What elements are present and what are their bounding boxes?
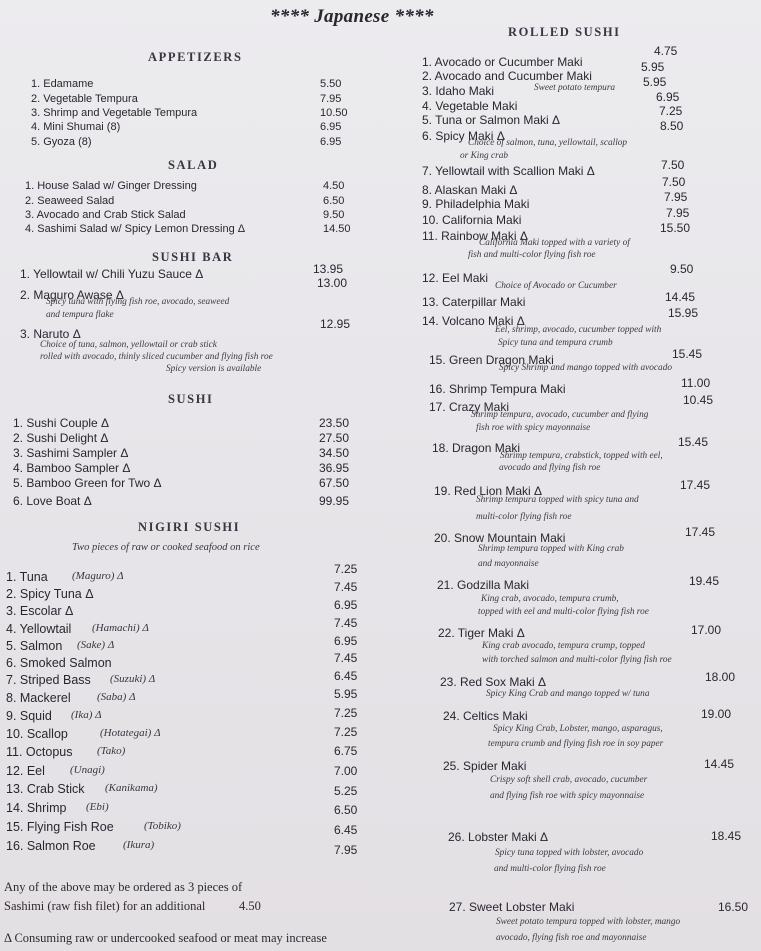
rolled-sushi-price: 5.95	[643, 75, 667, 89]
nigiri-japanese-name: (Saba) Δ	[97, 691, 136, 703]
sushi-row	[13, 494, 379, 510]
nigiri-row	[6, 570, 386, 586]
nigiri-price: 7.45	[334, 651, 358, 665]
footer-line-2-price: 4.50	[239, 899, 261, 913]
rolled-sushi-desc: Sweet potato tempura topped with lobster, mango	[496, 917, 681, 927]
sushi-bar-desc: Spicy tuna with flying fish roe, avocado, seaweed	[46, 297, 230, 307]
nigiri-heading: NIGIRI SUSHI	[138, 520, 241, 534]
nigiri-japanese-name: (Hotategai) Δ	[100, 727, 161, 739]
rolled-sushi-desc: with torched salmon and multi-color flying fish roe	[482, 655, 672, 665]
rolled-sushi-price: 19.00	[701, 707, 732, 721]
appetizer-price: 10.50	[320, 107, 348, 119]
nigiri-price: 5.95	[334, 687, 358, 701]
rolled-sushi-desc: or King crab	[460, 151, 509, 161]
rolled-sushi-desc: King crab, avocado, tempura crumb,	[481, 594, 619, 604]
rolled-sushi-price: 14.45	[665, 290, 696, 304]
rolled-sushi-inline-desc: Sweet potato tempura	[534, 83, 616, 93]
appetizer-name: 3. Shrimp and Vegetable Tempura	[31, 107, 198, 119]
sushi-bar-desc: rolled with avocado, thinly sliced cucumber and flying fish roe	[40, 352, 273, 362]
rolled-sushi-desc: Choice of Avocado or Cucumber	[495, 281, 617, 291]
salad-row	[25, 180, 383, 196]
rolled-sushi-desc: and multi-color flying fish roe	[494, 864, 606, 874]
appetizer-name: 2. Vegetable Tempura	[31, 93, 138, 105]
nigiri-japanese-name: (Hamachi) Δ	[92, 622, 149, 634]
rolled-sushi-name: 22. Tiger Maki Δ	[438, 626, 525, 640]
nigiri-japanese-name: (Kanikama)	[105, 782, 158, 794]
sushi-row	[13, 476, 379, 492]
nigiri-price: 7.95	[334, 843, 358, 857]
rolled-sushi-desc: avocado, flying fish roe and mayonnaise	[496, 933, 647, 943]
nigiri-subtitle: Two pieces of raw or cooked seafood on rice	[72, 542, 260, 553]
nigiri-row	[6, 691, 386, 707]
rolled-sushi-price: 18.45	[711, 829, 742, 843]
salad-price: 9.50	[323, 209, 345, 221]
rolled-sushi-name: 7. Yellowtail with Scallion Maki Δ	[422, 164, 595, 178]
nigiri-name: 5. Salmon	[6, 639, 63, 653]
rolled-sushi-price: 19.45	[689, 574, 720, 588]
rolled-sushi-price: 17.00	[691, 623, 722, 637]
sushi-name: 1. Sushi Couple Δ	[13, 416, 110, 430]
salad-price: 4.50	[323, 180, 345, 192]
rolled-sushi-desc: Spicy King Crab, Lobster, mango, asparagus,	[493, 724, 663, 734]
nigiri-name: 9. Squid	[6, 709, 52, 723]
nigiri-name: 12. Eel	[6, 764, 45, 778]
rolled-sushi-price: 15.45	[678, 435, 709, 449]
rolled-sushi-name: 18. Dragon Maki	[432, 441, 521, 455]
nigiri-name: 15. Flying Fish Roe	[6, 820, 114, 834]
rolled-sushi-price: 11.00	[681, 376, 711, 390]
rolled-sushi-desc: avocado and flying fish roe	[499, 463, 601, 473]
rolled-sushi-name: 3. Idaho Maki	[422, 84, 495, 98]
nigiri-name: 6. Smoked Salmon	[6, 656, 112, 670]
sushi-bar-price: 12.95	[320, 317, 351, 331]
salad-name: 1. House Salad w/ Ginger Dressing	[25, 180, 197, 192]
rolled-sushi-name: 4. Vegetable Maki	[422, 99, 518, 113]
nigiri-name: 8. Mackerel	[6, 691, 71, 705]
nigiri-row	[6, 587, 386, 603]
sushi-name: 3. Sashimi Sampler Δ	[13, 446, 129, 460]
sushi-row	[13, 416, 379, 432]
sushi-name: 5. Bamboo Green for Two Δ	[13, 476, 162, 490]
appetizer-row	[31, 136, 380, 152]
rolled-sushi-price: 15.95	[668, 306, 699, 320]
rolled-sushi-desc: multi-color flying fish roe	[476, 512, 572, 522]
sushi-bar-desc: and tempura flake	[46, 310, 114, 320]
appetizer-name: 1. Edamame	[31, 78, 94, 90]
appetizer-price: 6.95	[320, 121, 342, 133]
salad-row	[25, 223, 383, 239]
nigiri-row	[6, 764, 386, 780]
nigiri-name: 11. Octopus	[6, 745, 73, 759]
rolled-sushi-name: 14. Volcano Maki Δ	[422, 314, 525, 328]
nigiri-row	[6, 709, 386, 725]
nigiri-row	[6, 727, 386, 743]
rolled-sushi-desc: fish roe with spicy mayonnaise	[476, 423, 591, 433]
nigiri-japanese-name: (Sake) Δ	[77, 639, 115, 651]
nigiri-name: 4. Yellowtail	[6, 622, 72, 636]
nigiri-row	[6, 782, 386, 798]
nigiri-row	[6, 656, 386, 672]
nigiri-price: 7.25	[334, 562, 358, 576]
appetizer-row	[31, 121, 380, 137]
sushi-bar-name: 2. Maguro Awase Δ	[20, 288, 124, 302]
nigiri-row	[6, 801, 386, 817]
rolled-sushi-name: 5. Tuna or Salmon Maki Δ	[422, 113, 561, 127]
nigiri-japanese-name: (Ikura)	[123, 839, 155, 851]
salad-price: 14.50	[323, 223, 351, 235]
rolled-sushi-desc: Spicy King Crab and mango topped w/ tuna	[486, 689, 650, 699]
rolled-sushi-name: 25. Spider Maki	[443, 759, 527, 773]
rolled-sushi-price: 6.95	[656, 90, 680, 104]
rolled-sushi-name: 20. Snow Mountain Maki	[434, 531, 566, 545]
rolled-sushi-desc: fish and multi-color flying fish roe	[468, 250, 596, 260]
rolled-sushi-name: 8. Alaskan Maki Δ	[422, 183, 518, 197]
nigiri-name: 7. Striped Bass	[6, 673, 91, 687]
nigiri-price: 6.95	[334, 634, 358, 648]
sushi-bar-heading: SUSHI BAR	[152, 250, 234, 264]
rolled-sushi-desc: and flying fish roe with spicy mayonnaise	[490, 791, 645, 801]
sushi-name: 2. Sushi Delight Δ	[13, 431, 109, 445]
rolled-sushi-name: 17. Crazy Maki	[429, 400, 510, 414]
nigiri-name: 10. Scallop	[6, 727, 68, 741]
rolled-sushi-price: 5.95	[641, 60, 665, 74]
rolled-sushi-price: 15.45	[672, 347, 703, 361]
sushi-name: 4. Bamboo Sampler Δ	[13, 461, 131, 475]
rolled-sushi-name: 10. California Maki	[422, 213, 522, 227]
rolled-sushi-price: 9.50	[670, 262, 694, 276]
sushi-bar-desc: Spicy version is available	[166, 364, 262, 374]
rolled-sushi-heading: ROLLED SUSHI	[508, 25, 621, 39]
rolled-sushi-name: 27. Sweet Lobster Maki	[449, 900, 575, 914]
rolled-sushi-name: 2. Avocado and Cucumber Maki	[422, 69, 592, 83]
nigiri-price: 6.45	[334, 669, 358, 683]
nigiri-japanese-name: (Tako)	[97, 745, 126, 757]
nigiri-japanese-name: (Ebi)	[86, 801, 109, 813]
sushi-bar-name: 1. Yellowtail w/ Chili Yuzu Sauce Δ	[20, 267, 204, 281]
nigiri-row	[6, 622, 386, 638]
rolled-sushi-name: 9. Philadelphia Maki	[422, 197, 530, 211]
nigiri-row	[6, 604, 386, 620]
salad-name: 4. Sashimi Salad w/ Spicy Lemon Dressing Δ	[25, 223, 246, 235]
sushi-price: 99.95	[319, 494, 350, 508]
sushi-price: 23.50	[319, 416, 350, 430]
nigiri-name: 13. Crab Stick	[6, 782, 85, 796]
salad-heading: SALAD	[168, 158, 219, 172]
rolled-sushi-price: 7.25	[659, 104, 683, 118]
rolled-sushi-name: 15. Green Dragon Maki	[429, 353, 554, 367]
appetizers-heading: APPETIZERS	[148, 50, 243, 64]
rolled-sushi-desc: King crab avocado, tempura crump, topped	[482, 641, 645, 651]
appetizer-price: 6.95	[320, 136, 342, 148]
salad-price: 6.50	[323, 195, 345, 207]
rolled-sushi-name: 19. Red Lion Maki Δ	[434, 484, 543, 498]
nigiri-price: 6.95	[334, 598, 358, 612]
nigiri-japanese-name: (Ika) Δ	[71, 709, 102, 721]
sushi-row	[13, 446, 379, 462]
rolled-sushi-name: 21. Godzilla Maki	[437, 578, 530, 592]
rolled-sushi-price: 17.45	[685, 525, 716, 539]
rolled-sushi-price: 7.50	[662, 175, 686, 189]
nigiri-price: 7.25	[334, 725, 358, 739]
nigiri-row	[6, 639, 386, 655]
rolled-sushi-desc: tempura crumb and flying fish roe in soy paper	[488, 739, 664, 749]
sushi-row	[13, 461, 379, 477]
rolled-sushi-price: 8.50	[660, 119, 684, 133]
rolled-sushi-name: 12. Eel Maki	[422, 271, 489, 285]
sushi-bar-price: 13.95	[313, 262, 344, 276]
rolled-sushi-price: 14.45	[704, 757, 735, 771]
appetizer-name: 4. Mini Shumai (8)	[31, 121, 121, 133]
nigiri-price: 6.50	[334, 803, 358, 817]
rolled-sushi-desc: Shrimp tempura, avocado, cucumber and flying	[471, 410, 649, 420]
nigiri-price: 7.00	[334, 764, 358, 778]
nigiri-price: 7.45	[334, 580, 358, 594]
appetizer-row	[31, 78, 380, 94]
sushi-price: 67.50	[319, 476, 350, 490]
rolled-sushi-desc: Eel, shrimp, avocado, cucumber topped with	[495, 325, 662, 335]
nigiri-name: 2. Spicy Tuna Δ	[6, 587, 94, 601]
sushi-row	[13, 431, 379, 447]
footer-line-2: Sashimi (raw fish filet) for an additional	[4, 899, 206, 913]
appetizer-price: 7.95	[320, 93, 342, 105]
nigiri-japanese-name: (Unagi)	[70, 764, 105, 776]
salad-name: 2. Seaweed Salad	[25, 195, 115, 207]
rolled-sushi-name: 23. Red Sox Maki Δ	[440, 675, 547, 689]
rolled-sushi-price: 15.50	[660, 221, 691, 235]
rolled-sushi-desc: Crispy soft shell crab, avocado, cucumber	[490, 775, 648, 785]
rolled-sushi-name: 1. Avocado or Cucumber Maki	[422, 55, 583, 69]
nigiri-price: 5.25	[334, 784, 358, 798]
rolled-sushi-name: 6. Spicy Maki Δ	[422, 129, 505, 143]
rolled-sushi-price: 4.75	[654, 44, 678, 58]
rolled-sushi-desc: Spicy Shrimp and mango topped with avocado	[499, 363, 673, 373]
nigiri-price: 6.45	[334, 823, 358, 837]
sushi-bar-desc: Choice of tuna, salmon, yellowtail or crab stick	[40, 340, 217, 350]
rolled-sushi-price: 17.45	[680, 478, 711, 492]
nigiri-row	[6, 673, 386, 689]
nigiri-row	[6, 745, 386, 761]
nigiri-price: 7.25	[334, 706, 358, 720]
page-title: **** Japanese ****	[270, 6, 434, 27]
rolled-sushi-desc: California Maki topped with a variety of	[479, 238, 630, 248]
sushi-name: 6. Love Boat Δ	[13, 494, 92, 508]
rolled-sushi-price: 16.50	[718, 900, 749, 914]
rolled-sushi-price: 7.50	[661, 158, 685, 172]
rolled-sushi-price: 7.95	[666, 206, 690, 220]
rolled-sushi-name: 26. Lobster Maki Δ	[448, 830, 549, 844]
rolled-sushi-price: 10.45	[683, 393, 714, 407]
rolled-sushi-desc: Shrimp tempura topped with spicy tuna and	[476, 495, 639, 505]
sushi-price: 34.50	[319, 446, 350, 460]
rolled-sushi-desc: and mayonnaise	[478, 559, 539, 569]
rolled-sushi-name: 16. Shrimp Tempura Maki	[429, 382, 566, 396]
rolled-sushi-desc: topped with eel and multi-color flying fish roe	[478, 607, 649, 617]
footer-line-1: Any of the above may be ordered as 3 pieces of	[4, 880, 243, 894]
appetizer-name: 5. Gyoza (8)	[31, 136, 92, 148]
sushi-bar-price: 13.00	[317, 276, 348, 290]
nigiri-row	[6, 839, 386, 855]
nigiri-name: 1. Tuna	[6, 570, 48, 584]
nigiri-price: 7.45	[334, 616, 358, 630]
nigiri-row	[6, 820, 386, 836]
rolled-sushi-name: 11. Rainbow Maki Δ	[422, 229, 528, 243]
rolled-sushi-price: 18.00	[705, 670, 736, 684]
footer-line-3: Δ Consuming raw or undercooked seafood or meat may increase	[4, 931, 327, 945]
rolled-sushi-desc: Choice of salmon, tuna, yellowtail, scallop	[468, 138, 628, 148]
sushi-heading: SUSHI	[168, 392, 214, 406]
nigiri-japanese-name: (Suzuki) Δ	[110, 673, 156, 685]
appetizer-price: 5.50	[320, 78, 342, 90]
nigiri-name: 14. Shrimp	[6, 801, 67, 815]
sushi-price: 27.50	[319, 431, 350, 445]
rolled-sushi-desc: Spicy tuna topped with lobster, avocado	[495, 848, 644, 858]
sushi-price: 36.95	[319, 461, 350, 475]
rolled-sushi-name: 24. Celtics Maki	[443, 709, 528, 723]
rolled-sushi-name: 13. Caterpillar Maki	[422, 295, 526, 309]
nigiri-name: 3. Escolar Δ	[6, 604, 74, 618]
nigiri-japanese-name: (Maguro) Δ	[72, 570, 124, 582]
rolled-sushi-desc: Shrimp tempura, crabstick, topped with eel,	[500, 451, 663, 461]
nigiri-price: 6.75	[334, 744, 358, 758]
nigiri-name: 16. Salmon Roe	[6, 839, 96, 853]
sushi-bar-name: 3. Naruto Δ	[20, 327, 81, 341]
rolled-sushi-desc: Shrimp tempura topped with King crab	[478, 544, 624, 554]
rolled-sushi-desc: Spicy tuna and tempura crumb	[498, 338, 613, 348]
nigiri-japanese-name: (Tobiko)	[144, 820, 181, 832]
rolled-sushi-price: 7.95	[664, 190, 688, 204]
salad-name: 3. Avocado and Crab Stick Salad	[25, 209, 186, 221]
